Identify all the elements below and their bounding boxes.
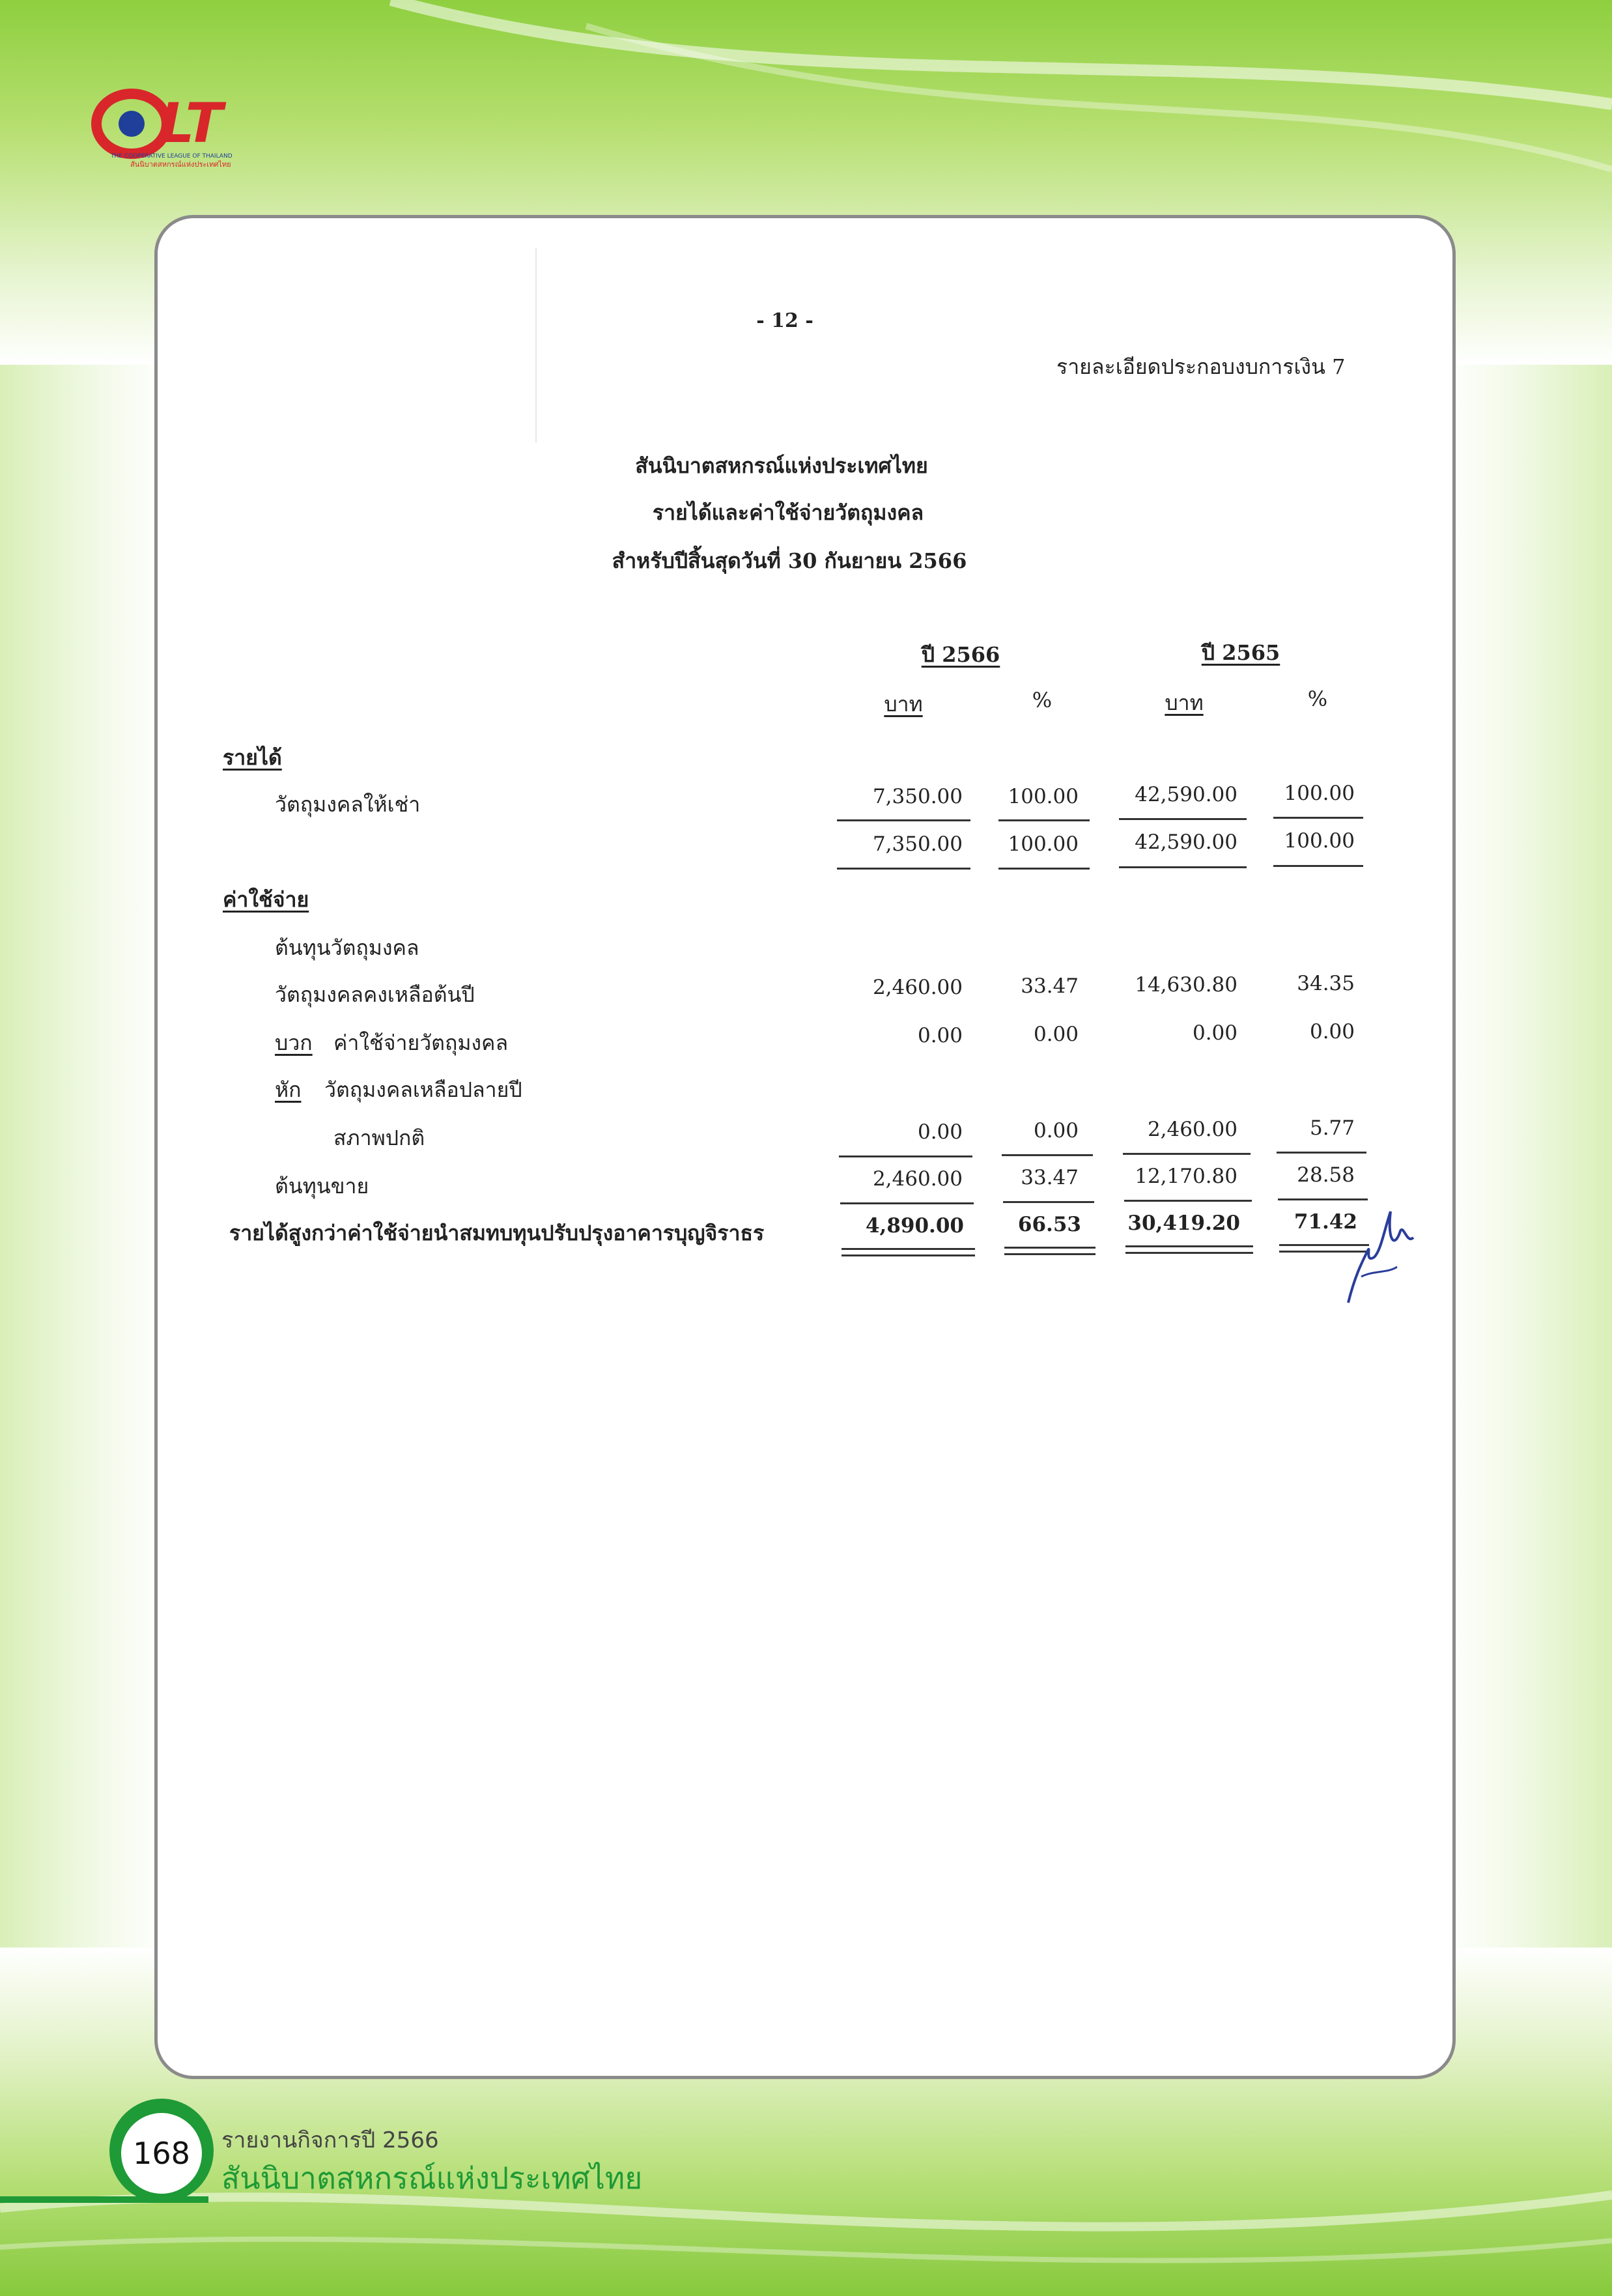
svg-text:สันนิบาตสหกรณ์แห่งประเทศไทย: สันนิบาตสหกรณ์แห่งประเทศไทย: [130, 160, 231, 169]
income-previous-percent: 100.00: [1284, 782, 1355, 805]
divider: [840, 1202, 974, 1204]
net-previous-percent: 71.42: [1294, 1210, 1357, 1234]
double-underline: [1004, 1253, 1096, 1255]
divider: [1277, 1152, 1366, 1154]
income-total-current-percent: 100.00: [1008, 832, 1079, 856]
double-underline: [1125, 1245, 1253, 1247]
divider: [1003, 1201, 1094, 1203]
add-previous-baht: 0.00: [1192, 1021, 1237, 1045]
opening-stock-label: วัตถุมงคลคงเหลือต้นปี: [275, 982, 475, 1007]
divider: [1119, 818, 1247, 820]
divider: [837, 819, 970, 821]
less-prefix: หัก: [275, 1077, 302, 1102]
condition-previous-percent: 5.77: [1309, 1116, 1355, 1140]
statement-period: สำหรับปีสิ้นสุดวันที่ 30 กันยายน 2566: [612, 548, 967, 573]
income-row-label: วัตถุมงคลให้เช่า: [275, 792, 421, 817]
condition-current-baht: 0.00: [917, 1120, 963, 1144]
expense-section-title: ค่าใช้จ่าย: [223, 887, 309, 912]
less-label: วัตถุมงคลเหลือปลายปี: [324, 1077, 522, 1102]
add-label: ค่าใช้จ่ายวัตถุมงคล: [333, 1030, 509, 1055]
net-current-percent: 66.53: [1017, 1213, 1081, 1236]
column-percent-previous: %: [1307, 687, 1328, 711]
income-current-percent: 100.00: [1008, 785, 1079, 808]
column-baht-previous: บาท: [1165, 690, 1204, 715]
add-current-percent: 0.00: [1033, 1023, 1079, 1046]
divider: [837, 868, 970, 870]
divider: [1273, 817, 1363, 819]
income-total-current-baht: 7,350.00: [872, 832, 963, 856]
income-section-title: รายได้: [223, 745, 282, 770]
divider: [998, 868, 1090, 870]
double-underline: [1004, 1247, 1096, 1249]
column-year-previous: ปี 2565: [1201, 640, 1280, 665]
net-income-label: รายได้สูงกว่าค่าใช้จ่ายนำสมทบทุนปรับปรุงอาคารบุญจิราธร: [229, 1221, 765, 1245]
income-current-baht: 7,350.00: [872, 785, 963, 808]
divider: [1124, 1200, 1252, 1202]
income-total-previous-percent: 100.00: [1284, 829, 1355, 853]
add-previous-percent: 0.00: [1309, 1020, 1355, 1043]
opening-current-baht: 2,460.00: [872, 976, 963, 999]
net-previous-baht: 30,419.20: [1127, 1212, 1240, 1235]
net-current-baht: 4,890.00: [865, 1214, 964, 1238]
cogs-label: ต้นทุนขาย: [275, 1174, 369, 1198]
column-percent-current: %: [1032, 688, 1053, 713]
divider: [1119, 866, 1247, 868]
opening-previous-baht: 14,630.80: [1135, 973, 1237, 997]
page-marker: - 12 -: [756, 309, 813, 332]
footer-organization: สันนิบาตสหกรณ์แห่งประเทศไทย: [221, 2161, 643, 2196]
divider: [1273, 865, 1363, 867]
double-underline: [1125, 1252, 1253, 1254]
divider: [998, 819, 1090, 821]
cogs-current-baht: 2,460.00: [872, 1167, 963, 1191]
column-baht-current: บาท: [884, 692, 923, 716]
statement-reference: รายละเอียดประกอบงบการเงิน 7: [1056, 354, 1346, 379]
add-prefix: บวก: [275, 1030, 313, 1055]
footer-report-title: รายงานกิจการปี 2566: [221, 2127, 439, 2153]
condition-current-percent: 0.00: [1033, 1119, 1079, 1142]
svg-text:THE COOPERATIVE LEAGUE OF THAI: THE COOPERATIVE LEAGUE OF THAILAND: [111, 153, 233, 160]
scan-artifact: [535, 248, 537, 443]
divider: [1002, 1154, 1093, 1156]
cogs-current-percent: 33.47: [1021, 1166, 1079, 1189]
svg-text:LT: LT: [160, 91, 223, 155]
cogs-previous-baht: 12,170.80: [1135, 1165, 1237, 1188]
column-year-current: ปี 2566: [921, 642, 1000, 667]
cogs-previous-percent: 28.58: [1297, 1163, 1355, 1187]
divider: [1123, 1153, 1251, 1155]
page-number: 168: [133, 2136, 190, 2171]
income-total-previous-baht: 42,590.00: [1135, 830, 1237, 854]
clt-logo: [91, 85, 293, 169]
add-current-baht: 0.00: [917, 1024, 963, 1047]
organization-title: สันนิบาตสหกรณ์แห่งประเทศไทย: [635, 453, 928, 478]
divider: [1278, 1198, 1368, 1200]
condition-previous-baht: 2,460.00: [1147, 1118, 1237, 1141]
opening-current-percent: 33.47: [1021, 974, 1079, 998]
handwritten-signature: [1335, 1205, 1420, 1309]
double-underline: [841, 1254, 975, 1256]
cost-title: ต้นทุนวัตถุมงคล: [275, 935, 419, 960]
income-previous-baht: 42,590.00: [1135, 783, 1237, 806]
double-underline: [841, 1248, 975, 1250]
statement-title: รายได้และค่าใช้จ่ายวัตถุมงคล: [652, 500, 924, 525]
opening-previous-percent: 34.35: [1297, 972, 1355, 995]
divider: [839, 1155, 972, 1157]
condition-label: สภาพปกติ: [333, 1126, 425, 1150]
